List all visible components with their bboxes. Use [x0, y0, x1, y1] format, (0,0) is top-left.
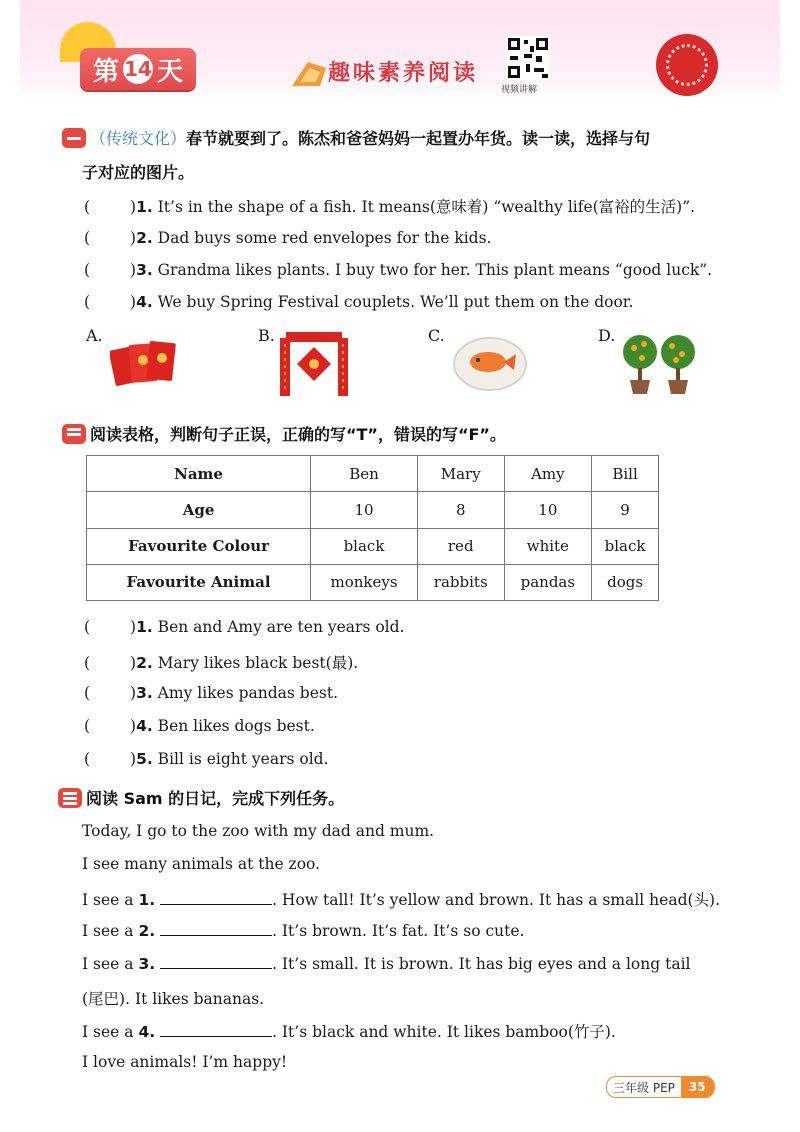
s1-item-4: ( )4. We buy Spring Festival couplets. We’ll put them on the door.	[84, 293, 634, 311]
answer-blank[interactable]: (	[84, 750, 91, 768]
s2-item-5: ( )5. Bill is eight years old.	[84, 750, 329, 768]
spring-couplets-picture	[276, 330, 352, 398]
s2-item-2: ( )2. Mary likes black best(最).	[84, 654, 359, 672]
section-1-instruction	[90, 126, 650, 149]
table-cell: red	[417, 528, 504, 564]
answer-blank[interactable]: (	[84, 717, 91, 735]
s2-item-1: ( )1. Ben and Amy are ten years old.	[84, 618, 405, 636]
answer-blank[interactable]: (	[84, 198, 91, 216]
grade-label: 三年级 PEP	[613, 1080, 675, 1095]
fill-blank-1[interactable]	[160, 890, 272, 905]
answer-blank[interactable]: (	[84, 261, 91, 279]
diary-line-4: I see a 2. . It’s brown. It’s fat. It’s so cute.	[82, 922, 525, 940]
fish-dish-picture	[450, 334, 530, 392]
section-3-instruction: 阅读 Sam 的日记，完成下列任务。	[86, 789, 345, 808]
picture-label-d: D.	[598, 326, 616, 345]
table-cell: Age	[87, 492, 311, 528]
picture-label-b: B.	[258, 326, 275, 345]
picture-label-c: C.	[428, 326, 445, 345]
table-cell: white	[504, 528, 592, 564]
table-cell: monkeys	[311, 564, 418, 600]
s2-item-3: ( )3. Amy likes pandas best.	[84, 684, 339, 702]
section-1-tag: （传统文化）	[90, 129, 187, 148]
table-cell: pandas	[504, 564, 592, 600]
table-cell: Favourite Animal	[87, 564, 311, 600]
fill-blank-2[interactable]	[160, 921, 272, 936]
table-cell: dogs	[592, 564, 659, 600]
s1-item-1: ( )1. It’s in the shape of a fish. It means(意味着) “wealthy life(富裕的生活)”.	[84, 198, 696, 216]
section-2-icon	[62, 424, 86, 444]
table-cell: 10	[504, 492, 592, 528]
section-1-icon	[62, 128, 86, 148]
day-badge	[80, 48, 196, 90]
red-envelopes-picture	[110, 336, 186, 388]
page-number: 35	[681, 1077, 714, 1097]
table-cell: Favourite Colour	[87, 528, 311, 564]
diary-line-6: I see a 4. . It’s black and white. It likes bamboo(竹子).	[82, 1023, 616, 1041]
answer-blank[interactable]: (	[84, 684, 91, 702]
diary-line-3: I see a 1. . How tall! It’s yellow and brown. It has a small head(头).	[82, 891, 721, 909]
answer-blank[interactable]: (	[84, 654, 91, 672]
table-row	[87, 528, 659, 564]
diary-line-1: Today, I go to the zoo with my dad and mum.	[82, 822, 435, 840]
table-cell: 9	[592, 492, 659, 528]
kumquat-plants-picture	[620, 330, 700, 396]
qr-label: 视频讲解	[501, 85, 538, 95]
fill-blank-4[interactable]	[160, 1022, 272, 1037]
page-footer-badge	[606, 1076, 715, 1098]
info-table	[86, 455, 659, 601]
table-row	[87, 456, 659, 492]
s1-item-3: ( )3. Grandma likes plants. I buy two for her. This plant means “good luck”.	[84, 261, 713, 279]
table-cell: Name	[87, 456, 311, 492]
table-cell: 10	[311, 492, 418, 528]
day-suffix: 天	[157, 56, 184, 87]
qr-code-icon[interactable]	[506, 36, 550, 80]
answer-blank[interactable]: (	[84, 293, 91, 311]
table-row	[87, 492, 659, 528]
picture-label-a: A.	[86, 326, 103, 345]
diary-line-7: I love animals! I’m happy!	[82, 1053, 288, 1071]
banner-title: 趣味素养阅读	[328, 61, 479, 86]
section-2-instruction: 阅读表格，判断句子正误，正确的写“T”，错误的写“F”。	[90, 425, 506, 444]
s2-item-4: ( )4. Ben likes dogs best.	[84, 717, 315, 735]
day-number: 14	[123, 54, 153, 84]
section-3-icon	[58, 788, 82, 808]
table-cell: Bill	[592, 456, 659, 492]
diary-line-5-cont: (尾巴). It likes bananas.	[82, 990, 265, 1008]
table-cell: black	[311, 528, 418, 564]
section-1-line2: 子对应的图片。	[82, 163, 195, 182]
fill-blank-3[interactable]	[160, 954, 272, 969]
answer-blank[interactable]: (	[84, 618, 91, 636]
table-row	[87, 564, 659, 600]
table-cell: Mary	[417, 456, 504, 492]
table-cell: Ben	[311, 456, 418, 492]
table-cell: Amy	[504, 456, 592, 492]
day-prefix: 第	[92, 56, 119, 87]
s1-item-2: ( )2. Dad buys some red envelopes for the kids.	[84, 229, 492, 247]
answer-blank[interactable]: (	[84, 229, 91, 247]
table-cell: 8	[417, 492, 504, 528]
paper-cut-pattern	[666, 44, 708, 86]
diary-line-5: I see a 3. . It’s small. It is brown. It has big eyes and a long tail	[82, 955, 691, 973]
diary-line-2: I see many animals at the zoo.	[82, 855, 321, 873]
section-1-line1: 春节就要到了。陈杰和爸爸妈妈一起置办年货。读一读，选择与句	[186, 129, 651, 148]
table-cell: black	[592, 528, 659, 564]
table-cell: rabbits	[417, 564, 504, 600]
lantern-ornament-icon	[290, 58, 328, 88]
